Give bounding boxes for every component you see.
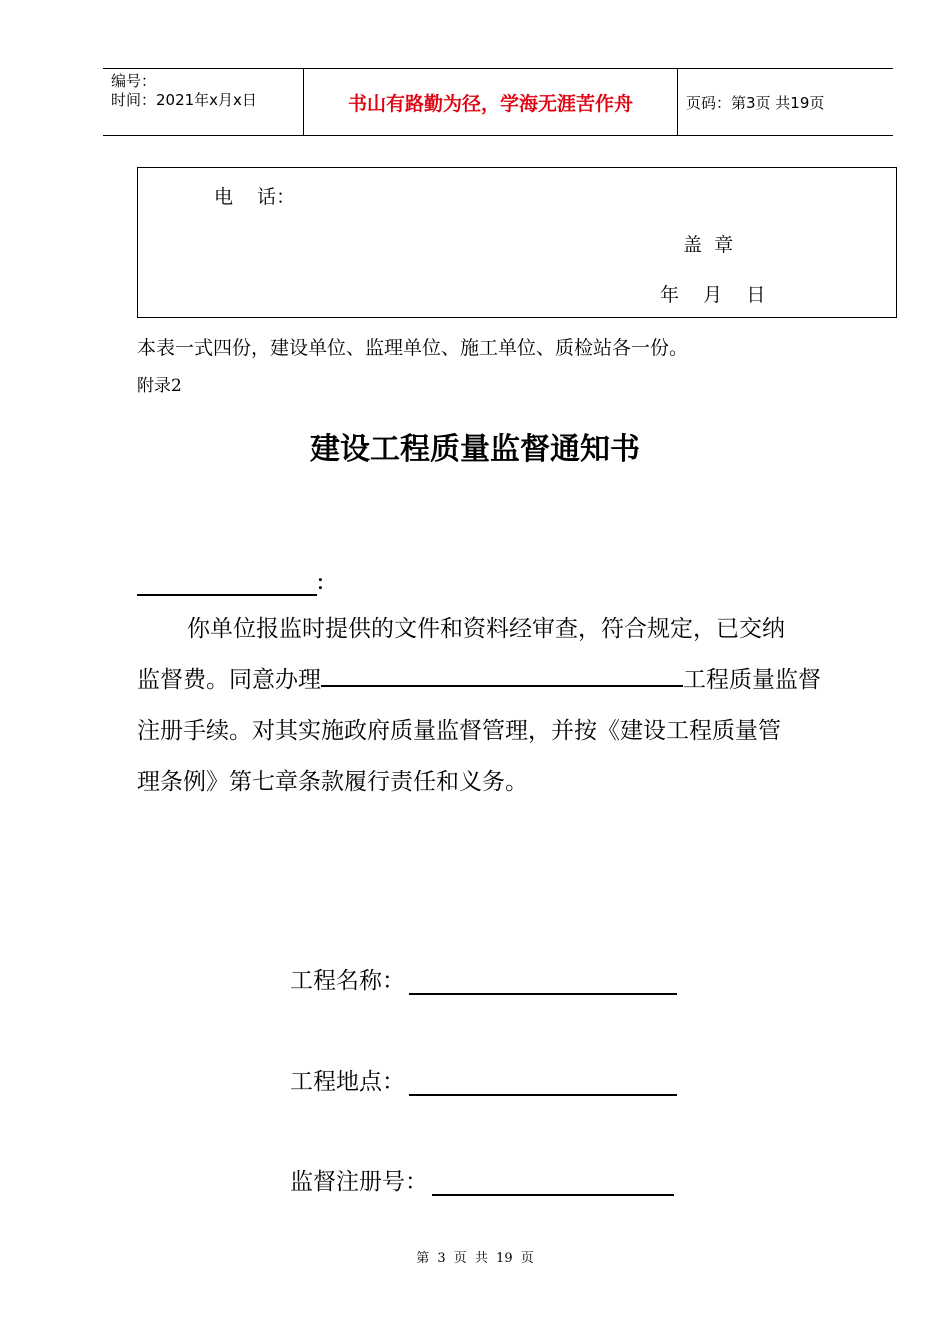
form-box	[137, 167, 897, 318]
body-line-3: 注册手续。对其实施政府质量监督管理，并按《建设工程质量管	[137, 718, 781, 744]
registration-no-line	[432, 1168, 674, 1196]
body-paragraph	[137, 604, 859, 808]
registration-no-label: 监督注册号：	[290, 1169, 428, 1195]
header-motto: 书山有路勤为径，学海无涯苦作舟	[303, 69, 678, 135]
body-line-4: 理条例》第七章条款履行责任和义务。	[137, 769, 528, 795]
addressee-blank	[137, 568, 317, 596]
page-header	[103, 68, 893, 136]
body-line-2	[137, 655, 859, 706]
project-name-label: 工程名称：	[290, 968, 405, 994]
page-footer: 第 3 页 共 19 页	[416, 1251, 534, 1266]
time-label: 时间：2021年x月x日	[111, 91, 257, 109]
copies-note: 本表一式四份，建设单位、监理单位、施工单位、质检站各一份。	[137, 337, 689, 359]
header-page-info: 页码：第3页 共19页	[686, 93, 825, 112]
body-line-1: 你单位报监时提供的文件和资料经审查，符合规定，已交纳	[187, 616, 785, 642]
addressee-colon: ：	[316, 572, 336, 594]
project-blank	[321, 661, 683, 687]
date-label: 年 月 日	[660, 284, 766, 306]
phone-label: 电 话：	[214, 186, 296, 208]
project-name-field	[290, 962, 677, 995]
appendix-label: 附录2	[137, 376, 182, 396]
project-name-line	[409, 967, 677, 995]
number-label: 编号：	[111, 72, 157, 90]
project-location-label: 工程地点：	[290, 1069, 405, 1095]
body-line-2-prefix: 监督费。同意办理	[137, 667, 321, 693]
project-location-line	[409, 1068, 677, 1096]
registration-no-field	[290, 1163, 674, 1196]
header-left-cell	[103, 69, 303, 135]
document-title: 建设工程质量监督通知书	[310, 432, 640, 467]
seal-label: 盖 章	[683, 234, 734, 256]
project-location-field	[290, 1063, 677, 1096]
body-line-2-suffix: 工程质量监督	[683, 667, 821, 693]
